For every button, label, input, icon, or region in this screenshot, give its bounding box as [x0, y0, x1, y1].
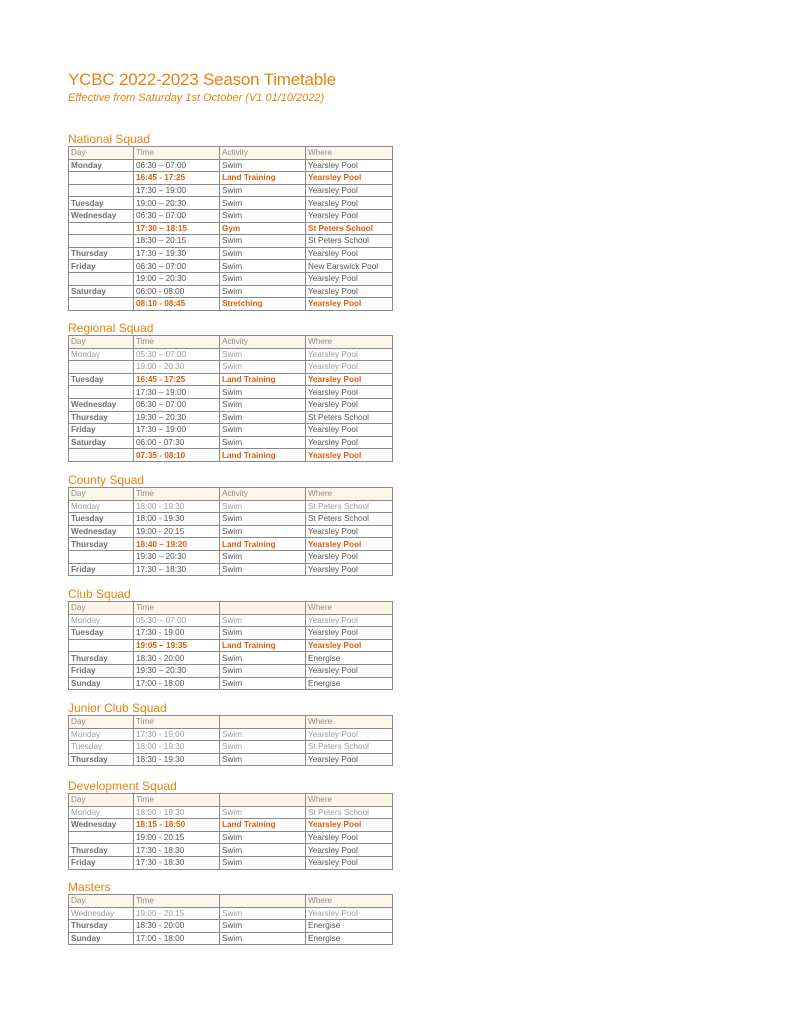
- day-cell: Friday: [69, 260, 134, 273]
- day-cell: Monday: [69, 159, 134, 172]
- activity-cell: Swim: [220, 831, 306, 844]
- activity-cell: Land Training: [220, 449, 306, 462]
- where-cell: Yearsley Pool: [306, 298, 393, 311]
- where-cell: Yearsley Pool: [306, 449, 393, 462]
- table-row: [69, 677, 393, 690]
- time-cell: 06:30 – 07:00: [134, 260, 220, 273]
- table-row: [69, 172, 393, 185]
- column-header: Where: [306, 488, 393, 501]
- day-cell: Tuesday: [69, 373, 134, 386]
- activity-cell: Swim: [220, 563, 306, 576]
- where-cell: Yearsley Pool: [306, 172, 393, 185]
- table-row: [69, 398, 393, 411]
- day-cell: Thursday: [69, 411, 134, 424]
- where-cell: Yearsley Pool: [306, 639, 393, 652]
- table-row: [69, 652, 393, 665]
- time-cell: 17:30 – 19:00: [134, 184, 220, 197]
- table-row: [69, 247, 393, 260]
- time-cell: 17:30 - 19:00: [134, 728, 220, 741]
- table-row: [69, 831, 393, 844]
- where-cell: Yearsley Pool: [306, 819, 393, 832]
- table-row: [69, 550, 393, 563]
- table-header-row: [69, 147, 393, 160]
- where-cell: Energise: [306, 920, 393, 933]
- time-cell: 19:00 - 20:15: [134, 831, 220, 844]
- time-cell: 17:30 - 18:30: [134, 856, 220, 869]
- time-cell: 19:30 – 20:30: [134, 411, 220, 424]
- table-row: [69, 272, 393, 285]
- day-cell: [69, 639, 134, 652]
- activity-cell: Swim: [220, 550, 306, 563]
- activity-cell: Stretching: [220, 298, 306, 311]
- time-cell: 19:00 - 20:30: [134, 361, 220, 374]
- table-row: [69, 411, 393, 424]
- page-subtitle: Effective from Saturday 1st October (V1 01/10/2022): [68, 92, 325, 104]
- activity-cell: Swim: [220, 197, 306, 210]
- time-cell: 18:30 – 20:15: [134, 235, 220, 248]
- time-cell: 16:45 - 17:25: [134, 373, 220, 386]
- day-cell: Saturday: [69, 285, 134, 298]
- table-row: [69, 424, 393, 437]
- activity-cell: Swim: [220, 159, 306, 172]
- table-row: [69, 844, 393, 857]
- table-header-row: [69, 602, 393, 615]
- day-cell: [69, 361, 134, 374]
- column-header: [220, 602, 306, 615]
- day-cell: Monday: [69, 728, 134, 741]
- time-cell: 17:30 – 18:30: [134, 563, 220, 576]
- time-cell: 19:00 - 20:15: [134, 907, 220, 920]
- where-cell: Yearsley Pool: [306, 538, 393, 551]
- table-row: [69, 753, 393, 766]
- day-cell: [69, 235, 134, 248]
- time-cell: 19:05 – 19:35: [134, 639, 220, 652]
- activity-cell: Swim: [220, 741, 306, 754]
- day-cell: Tuesday: [69, 741, 134, 754]
- column-header: Activity: [220, 488, 306, 501]
- column-header: Day: [69, 336, 134, 349]
- where-cell: Yearsley Pool: [306, 348, 393, 361]
- activity-cell: Swim: [220, 920, 306, 933]
- day-cell: Wednesday: [69, 819, 134, 832]
- day-cell: [69, 550, 134, 563]
- time-cell: 06:00 - 07:30: [134, 436, 220, 449]
- where-cell: Yearsley Pool: [306, 831, 393, 844]
- day-cell: Friday: [69, 856, 134, 869]
- time-cell: 17:30 – 19:00: [134, 386, 220, 399]
- activity-cell: Land Training: [220, 538, 306, 551]
- time-cell: 18:30 - 19:30: [134, 753, 220, 766]
- day-cell: Monday: [69, 500, 134, 513]
- day-cell: Tuesday: [69, 627, 134, 640]
- column-header: [220, 716, 306, 729]
- activity-cell: Swim: [220, 614, 306, 627]
- time-cell: 18:00 - 19:30: [134, 500, 220, 513]
- timetable-table: [68, 487, 393, 576]
- time-cell: 06:30 – 07:00: [134, 209, 220, 222]
- where-cell: Yearsley Pool: [306, 197, 393, 210]
- column-header: Time: [134, 716, 220, 729]
- column-header: Time: [134, 488, 220, 501]
- section-title: Development Squad: [68, 779, 177, 793]
- time-cell: 18:30 - 20:00: [134, 652, 220, 665]
- activity-cell: Swim: [220, 436, 306, 449]
- activity-cell: Gym: [220, 222, 306, 235]
- column-header: Where: [306, 147, 393, 160]
- where-cell: St Peters School: [306, 500, 393, 513]
- activity-cell: Swim: [220, 184, 306, 197]
- activity-cell: Land Training: [220, 373, 306, 386]
- section-title: National Squad: [68, 132, 151, 146]
- day-cell: [69, 222, 134, 235]
- column-header: Time: [134, 602, 220, 615]
- where-cell: St Peters School: [306, 741, 393, 754]
- where-cell: Yearsley Pool: [306, 550, 393, 563]
- where-cell: Yearsley Pool: [306, 436, 393, 449]
- where-cell: Yearsley Pool: [306, 907, 393, 920]
- table-row: [69, 819, 393, 832]
- day-cell: Thursday: [69, 844, 134, 857]
- column-header: Day: [69, 794, 134, 807]
- activity-cell: Swim: [220, 386, 306, 399]
- where-cell: Yearsley Pool: [306, 247, 393, 260]
- table-row: [69, 159, 393, 172]
- time-cell: 17:30 - 19:00: [134, 627, 220, 640]
- section-masters: [68, 880, 392, 945]
- column-header: Time: [134, 336, 220, 349]
- where-cell: Energise: [306, 652, 393, 665]
- where-cell: St Peters School: [306, 235, 393, 248]
- time-cell: 18:00 - 19:30: [134, 806, 220, 819]
- column-header: Where: [306, 602, 393, 615]
- table-row: [69, 856, 393, 869]
- day-cell: Thursday: [69, 920, 134, 933]
- where-cell: St Peters School: [306, 222, 393, 235]
- activity-cell: Land Training: [220, 639, 306, 652]
- table-header-row: [69, 895, 393, 908]
- activity-cell: Swim: [220, 500, 306, 513]
- table-row: [69, 525, 393, 538]
- activity-cell: Swim: [220, 677, 306, 690]
- activity-cell: Swim: [220, 361, 306, 374]
- column-header: Activity: [220, 147, 306, 160]
- time-cell: 17:30 – 19:00: [134, 424, 220, 437]
- where-cell: Yearsley Pool: [306, 728, 393, 741]
- time-cell: 19:30 – 20:30: [134, 550, 220, 563]
- table-row: [69, 920, 393, 933]
- time-cell: 17:30 – 18:15: [134, 222, 220, 235]
- time-cell: 17:00 - 18:00: [134, 932, 220, 945]
- time-cell: 16:45 - 17:25: [134, 172, 220, 185]
- activity-cell: Swim: [220, 398, 306, 411]
- where-cell: Energise: [306, 932, 393, 945]
- activity-cell: Swim: [220, 844, 306, 857]
- where-cell: Yearsley Pool: [306, 184, 393, 197]
- time-cell: 19:00 – 20:30: [134, 197, 220, 210]
- time-cell: 05:30 – 07:00: [134, 348, 220, 361]
- time-cell: 08:10 - 08:45: [134, 298, 220, 311]
- time-cell: 17:30 – 19:30: [134, 247, 220, 260]
- day-cell: [69, 831, 134, 844]
- table-row: [69, 209, 393, 222]
- section-title: County Squad: [68, 473, 145, 487]
- activity-cell: Swim: [220, 932, 306, 945]
- activity-cell: Swim: [220, 272, 306, 285]
- day-cell: Sunday: [69, 677, 134, 690]
- table-row: [69, 285, 393, 298]
- day-cell: [69, 172, 134, 185]
- day-cell: [69, 272, 134, 285]
- activity-cell: Swim: [220, 907, 306, 920]
- where-cell: Yearsley Pool: [306, 856, 393, 869]
- where-cell: St Peters School: [306, 411, 393, 424]
- day-cell: Thursday: [69, 753, 134, 766]
- day-cell: [69, 184, 134, 197]
- table-row: [69, 932, 393, 945]
- section-title: Junior Club Squad: [68, 701, 167, 715]
- activity-cell: Swim: [220, 348, 306, 361]
- activity-cell: Swim: [220, 513, 306, 526]
- table-header-row: [69, 488, 393, 501]
- table-row: [69, 513, 393, 526]
- activity-cell: Land Training: [220, 172, 306, 185]
- where-cell: Yearsley Pool: [306, 159, 393, 172]
- time-cell: 19:00 - 20:15: [134, 525, 220, 538]
- table-row: [69, 806, 393, 819]
- table-row: [69, 639, 393, 652]
- day-cell: Thursday: [69, 652, 134, 665]
- where-cell: Energise: [306, 677, 393, 690]
- column-header: Day: [69, 488, 134, 501]
- where-cell: Yearsley Pool: [306, 664, 393, 677]
- section-regional-squad: [68, 321, 392, 462]
- column-header: Day: [69, 895, 134, 908]
- section-national-squad: [68, 132, 392, 311]
- timetable-table: [68, 146, 393, 311]
- activity-cell: Swim: [220, 806, 306, 819]
- section-development-squad: [68, 779, 392, 870]
- table-header-row: [69, 794, 393, 807]
- day-cell: Wednesday: [69, 209, 134, 222]
- day-cell: Tuesday: [69, 197, 134, 210]
- time-cell: 18:00 - 19:30: [134, 741, 220, 754]
- column-header: Where: [306, 716, 393, 729]
- column-header: Day: [69, 602, 134, 615]
- table-row: [69, 235, 393, 248]
- where-cell: St Peters School: [306, 806, 393, 819]
- column-header: Time: [134, 794, 220, 807]
- day-cell: Thursday: [69, 247, 134, 260]
- activity-cell: Swim: [220, 235, 306, 248]
- section-title: Regional Squad: [68, 321, 154, 335]
- day-cell: Wednesday: [69, 907, 134, 920]
- section-junior-club-squad: [68, 701, 392, 766]
- timetable-table: [68, 715, 393, 766]
- where-cell: Yearsley Pool: [306, 627, 393, 640]
- day-cell: Monday: [69, 348, 134, 361]
- table-row: [69, 614, 393, 627]
- activity-cell: Swim: [220, 652, 306, 665]
- column-header: Time: [134, 895, 220, 908]
- column-header: Day: [69, 147, 134, 160]
- where-cell: Yearsley Pool: [306, 424, 393, 437]
- day-cell: [69, 449, 134, 462]
- activity-cell: Swim: [220, 424, 306, 437]
- time-cell: 17:00 - 18:00: [134, 677, 220, 690]
- timetable-table: [68, 894, 393, 945]
- time-cell: 06:30 – 07:00: [134, 398, 220, 411]
- day-cell: Tuesday: [69, 513, 134, 526]
- activity-cell: Land Training: [220, 819, 306, 832]
- table-row: [69, 741, 393, 754]
- where-cell: Yearsley Pool: [306, 614, 393, 627]
- activity-cell: Swim: [220, 209, 306, 222]
- table-row: [69, 627, 393, 640]
- column-header: [220, 794, 306, 807]
- where-cell: Yearsley Pool: [306, 386, 393, 399]
- table-header-row: [69, 336, 393, 349]
- day-cell: Friday: [69, 424, 134, 437]
- column-header: Activity: [220, 336, 306, 349]
- day-cell: [69, 386, 134, 399]
- column-header: Day: [69, 716, 134, 729]
- column-header: [220, 895, 306, 908]
- column-header: Where: [306, 794, 393, 807]
- where-cell: St Peters School: [306, 513, 393, 526]
- table-row: [69, 197, 393, 210]
- table-row: [69, 260, 393, 273]
- time-cell: 18:40 – 19:20: [134, 538, 220, 551]
- timetable-table: [68, 335, 393, 462]
- table-header-row: [69, 716, 393, 729]
- where-cell: Yearsley Pool: [306, 361, 393, 374]
- day-cell: Wednesday: [69, 398, 134, 411]
- day-cell: Monday: [69, 806, 134, 819]
- activity-cell: Swim: [220, 856, 306, 869]
- day-cell: Wednesday: [69, 525, 134, 538]
- time-cell: 18:00 - 19:30: [134, 513, 220, 526]
- activity-cell: Swim: [220, 285, 306, 298]
- activity-cell: Swim: [220, 753, 306, 766]
- time-cell: 18:30 - 20:00: [134, 920, 220, 933]
- where-cell: Yearsley Pool: [306, 272, 393, 285]
- day-cell: Sunday: [69, 932, 134, 945]
- activity-cell: Swim: [220, 260, 306, 273]
- activity-cell: Swim: [220, 411, 306, 424]
- time-cell: 19:30 – 20:30: [134, 664, 220, 677]
- table-row: [69, 728, 393, 741]
- column-header: Time: [134, 147, 220, 160]
- table-row: [69, 500, 393, 513]
- section-county-squad: [68, 473, 392, 576]
- table-row: [69, 184, 393, 197]
- activity-cell: Swim: [220, 627, 306, 640]
- time-cell: 06:30 – 07:00: [134, 159, 220, 172]
- time-cell: 18:15 - 18:50: [134, 819, 220, 832]
- where-cell: Yearsley Pool: [306, 285, 393, 298]
- activity-cell: Swim: [220, 247, 306, 260]
- day-cell: Friday: [69, 664, 134, 677]
- day-cell: Monday: [69, 614, 134, 627]
- where-cell: Yearsley Pool: [306, 209, 393, 222]
- table-row: [69, 348, 393, 361]
- column-header: Where: [306, 895, 393, 908]
- page-title: YCBC 2022-2023 Season Timetable: [68, 70, 336, 89]
- table-row: [69, 907, 393, 920]
- table-row: [69, 664, 393, 677]
- table-row: [69, 373, 393, 386]
- where-cell: New Earswick Pool: [306, 260, 393, 273]
- where-cell: Yearsley Pool: [306, 373, 393, 386]
- table-row: [69, 222, 393, 235]
- where-cell: Yearsley Pool: [306, 753, 393, 766]
- table-row: [69, 449, 393, 462]
- table-row: [69, 361, 393, 374]
- time-cell: 19:00 – 20:30: [134, 272, 220, 285]
- time-cell: 17:30 - 18:30: [134, 844, 220, 857]
- column-header: Where: [306, 336, 393, 349]
- table-row: [69, 298, 393, 311]
- time-cell: 06:00 - 08:00: [134, 285, 220, 298]
- table-row: [69, 538, 393, 551]
- timetable-table: [68, 793, 393, 870]
- activity-cell: Swim: [220, 664, 306, 677]
- section-title: Club Squad: [68, 587, 131, 601]
- table-row: [69, 436, 393, 449]
- table-row: [69, 563, 393, 576]
- day-cell: Friday: [69, 563, 134, 576]
- time-cell: 07:35 - 08:10: [134, 449, 220, 462]
- where-cell: Yearsley Pool: [306, 844, 393, 857]
- section-title: Masters: [68, 880, 111, 894]
- timetable-table: [68, 601, 393, 690]
- activity-cell: Swim: [220, 728, 306, 741]
- time-cell: 05:30 – 07:00: [134, 614, 220, 627]
- activity-cell: Swim: [220, 525, 306, 538]
- where-cell: Yearsley Pool: [306, 398, 393, 411]
- table-row: [69, 386, 393, 399]
- where-cell: Yearsley Pool: [306, 525, 393, 538]
- day-cell: Saturday: [69, 436, 134, 449]
- day-cell: Thursday: [69, 538, 134, 551]
- where-cell: Yearsley Pool: [306, 563, 393, 576]
- day-cell: [69, 298, 134, 311]
- section-club-squad: [68, 587, 392, 690]
